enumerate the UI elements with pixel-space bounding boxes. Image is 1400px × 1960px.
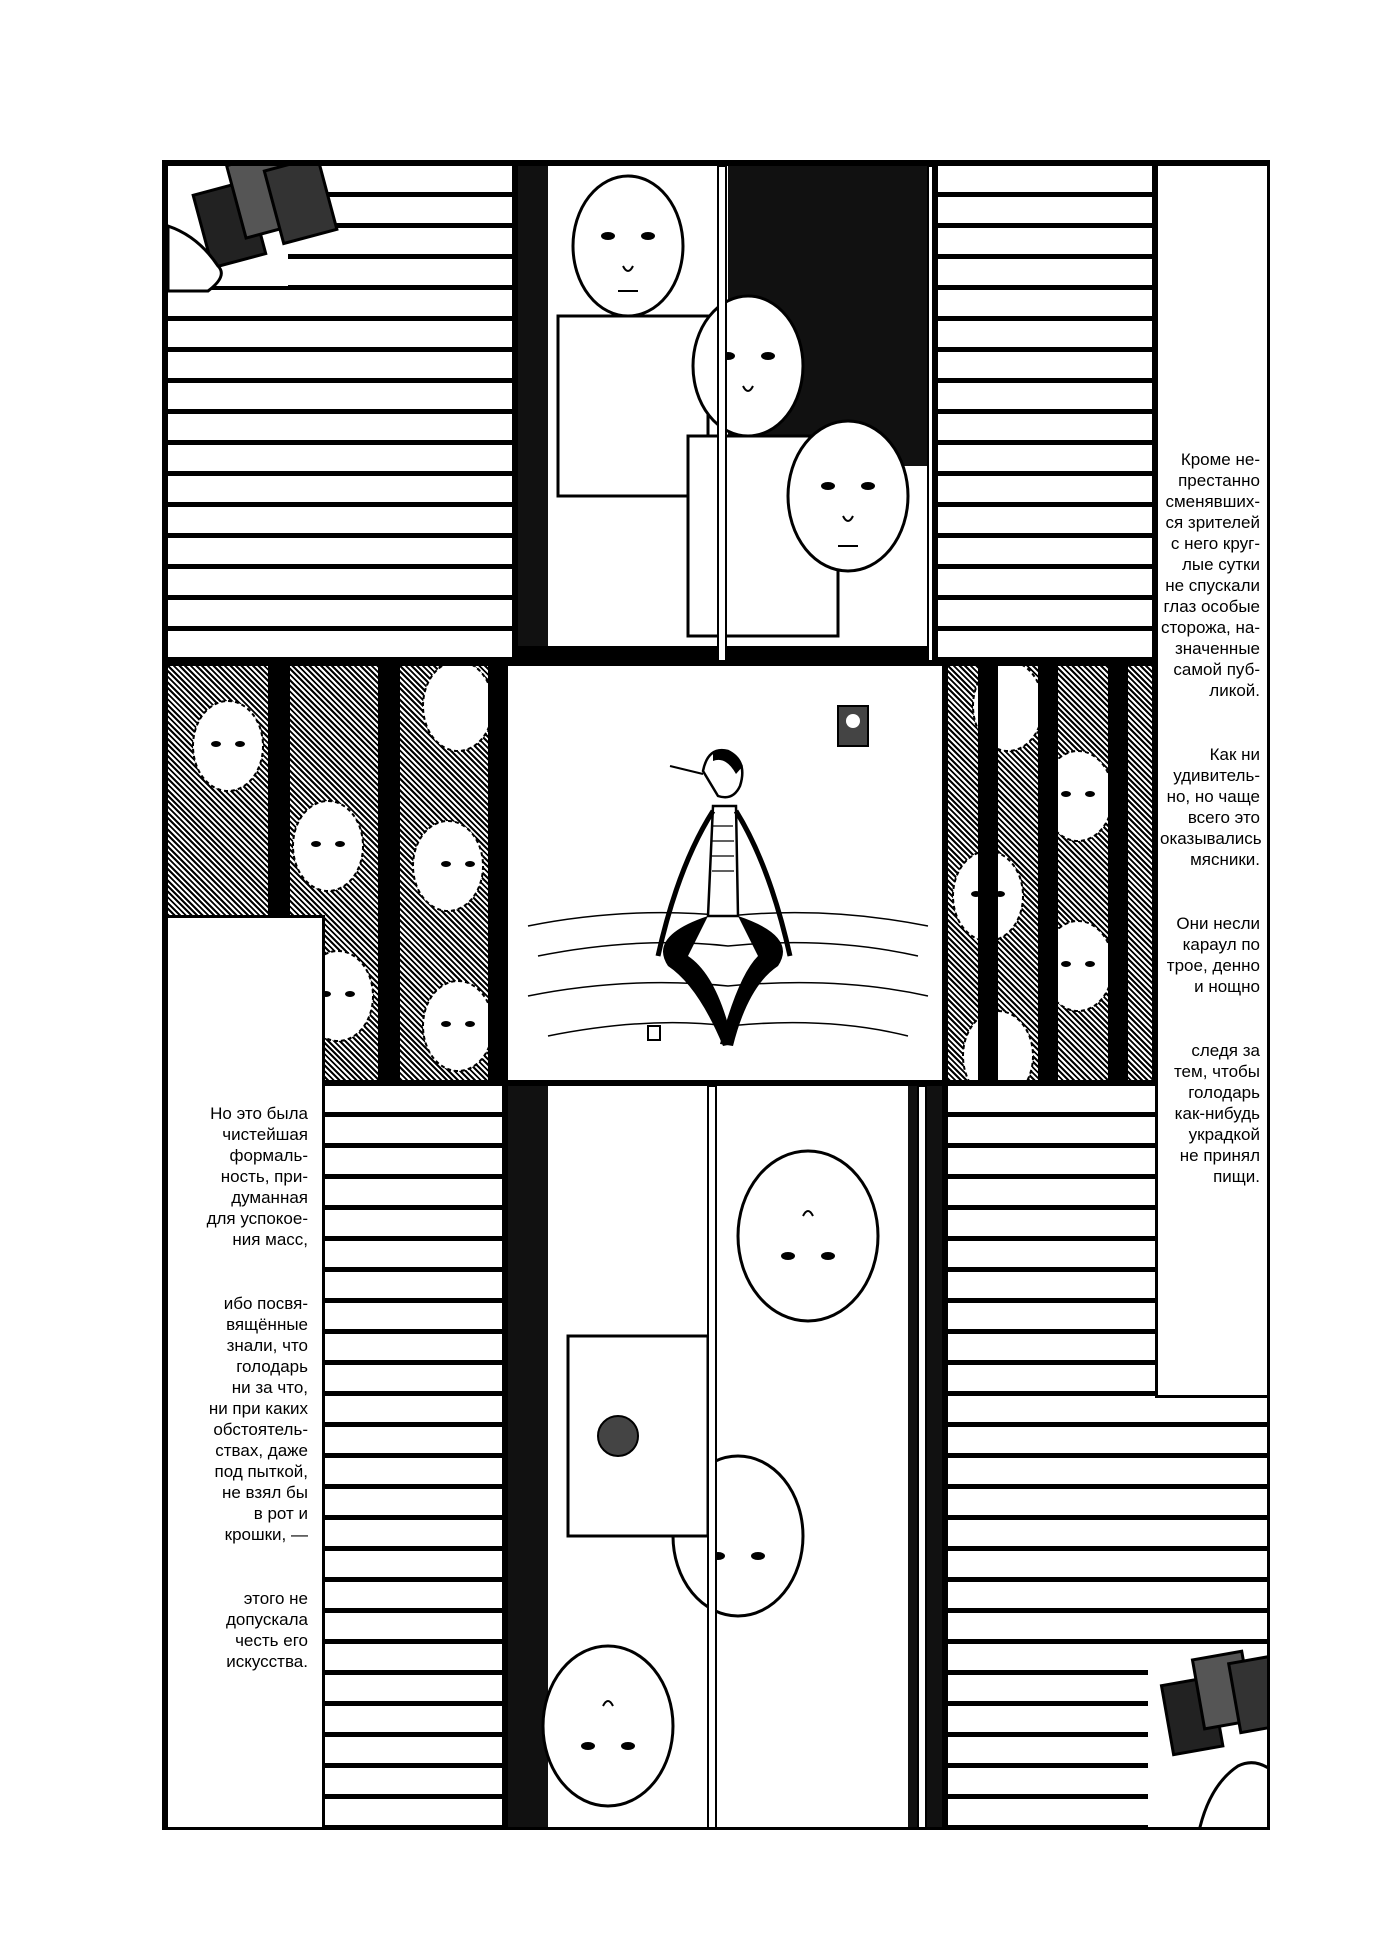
right-captions bbox=[1160, 428, 1260, 1230]
hunger-artist-figure bbox=[658, 750, 790, 1046]
caption-butchers: Как ни удивитель- но, но чаще всего это оказывались мясники. bbox=[1160, 745, 1262, 869]
caption-watch: Они несли караул по трое, денно и нощно bbox=[1166, 914, 1260, 996]
hand-with-cards-illustration bbox=[168, 166, 515, 663]
spectators-illustration bbox=[518, 166, 935, 663]
middle-right-masks-panel bbox=[945, 663, 1155, 1083]
comic-frame bbox=[162, 160, 1270, 1830]
top-left-blinds-panel bbox=[165, 163, 515, 663]
left-captions bbox=[168, 1082, 308, 1715]
hunger-artist-illustration bbox=[508, 666, 945, 1083]
center-hunger-artist-panel bbox=[505, 663, 945, 1083]
masks-illustration bbox=[948, 666, 1155, 1083]
top-center-spectators-panel bbox=[515, 163, 935, 663]
spectator-figure bbox=[558, 176, 708, 496]
caption-honor: этого не допускала честь его искусства. bbox=[225, 1589, 308, 1671]
inverted-spectators-illustration bbox=[508, 1086, 945, 1830]
top-right-blinds-panel bbox=[935, 163, 1155, 663]
caption-guards: Кроме не- престанно сменявших- ся зрителей с него круг- лые сутки не спускали глаз особые сторожа, на- значенные самой пуб- ликой. bbox=[1160, 450, 1260, 700]
caption-initiated: ибо посвя- вящённые знали, что голодарь ни за что, ни при каких обстоятель- ствах, даже под пыткой, не взял бы в рот и крошки, — bbox=[208, 1294, 308, 1544]
caption-no-food: следя за тем, чтобы голодарь как-нибудь украдкой не принял пищи. bbox=[1173, 1041, 1260, 1186]
caption-formality: Но это была чистейшая формаль- ность, при- думанная для успокое- ния масс, bbox=[206, 1104, 308, 1249]
bottom-center-spectators-panel bbox=[505, 1083, 945, 1830]
